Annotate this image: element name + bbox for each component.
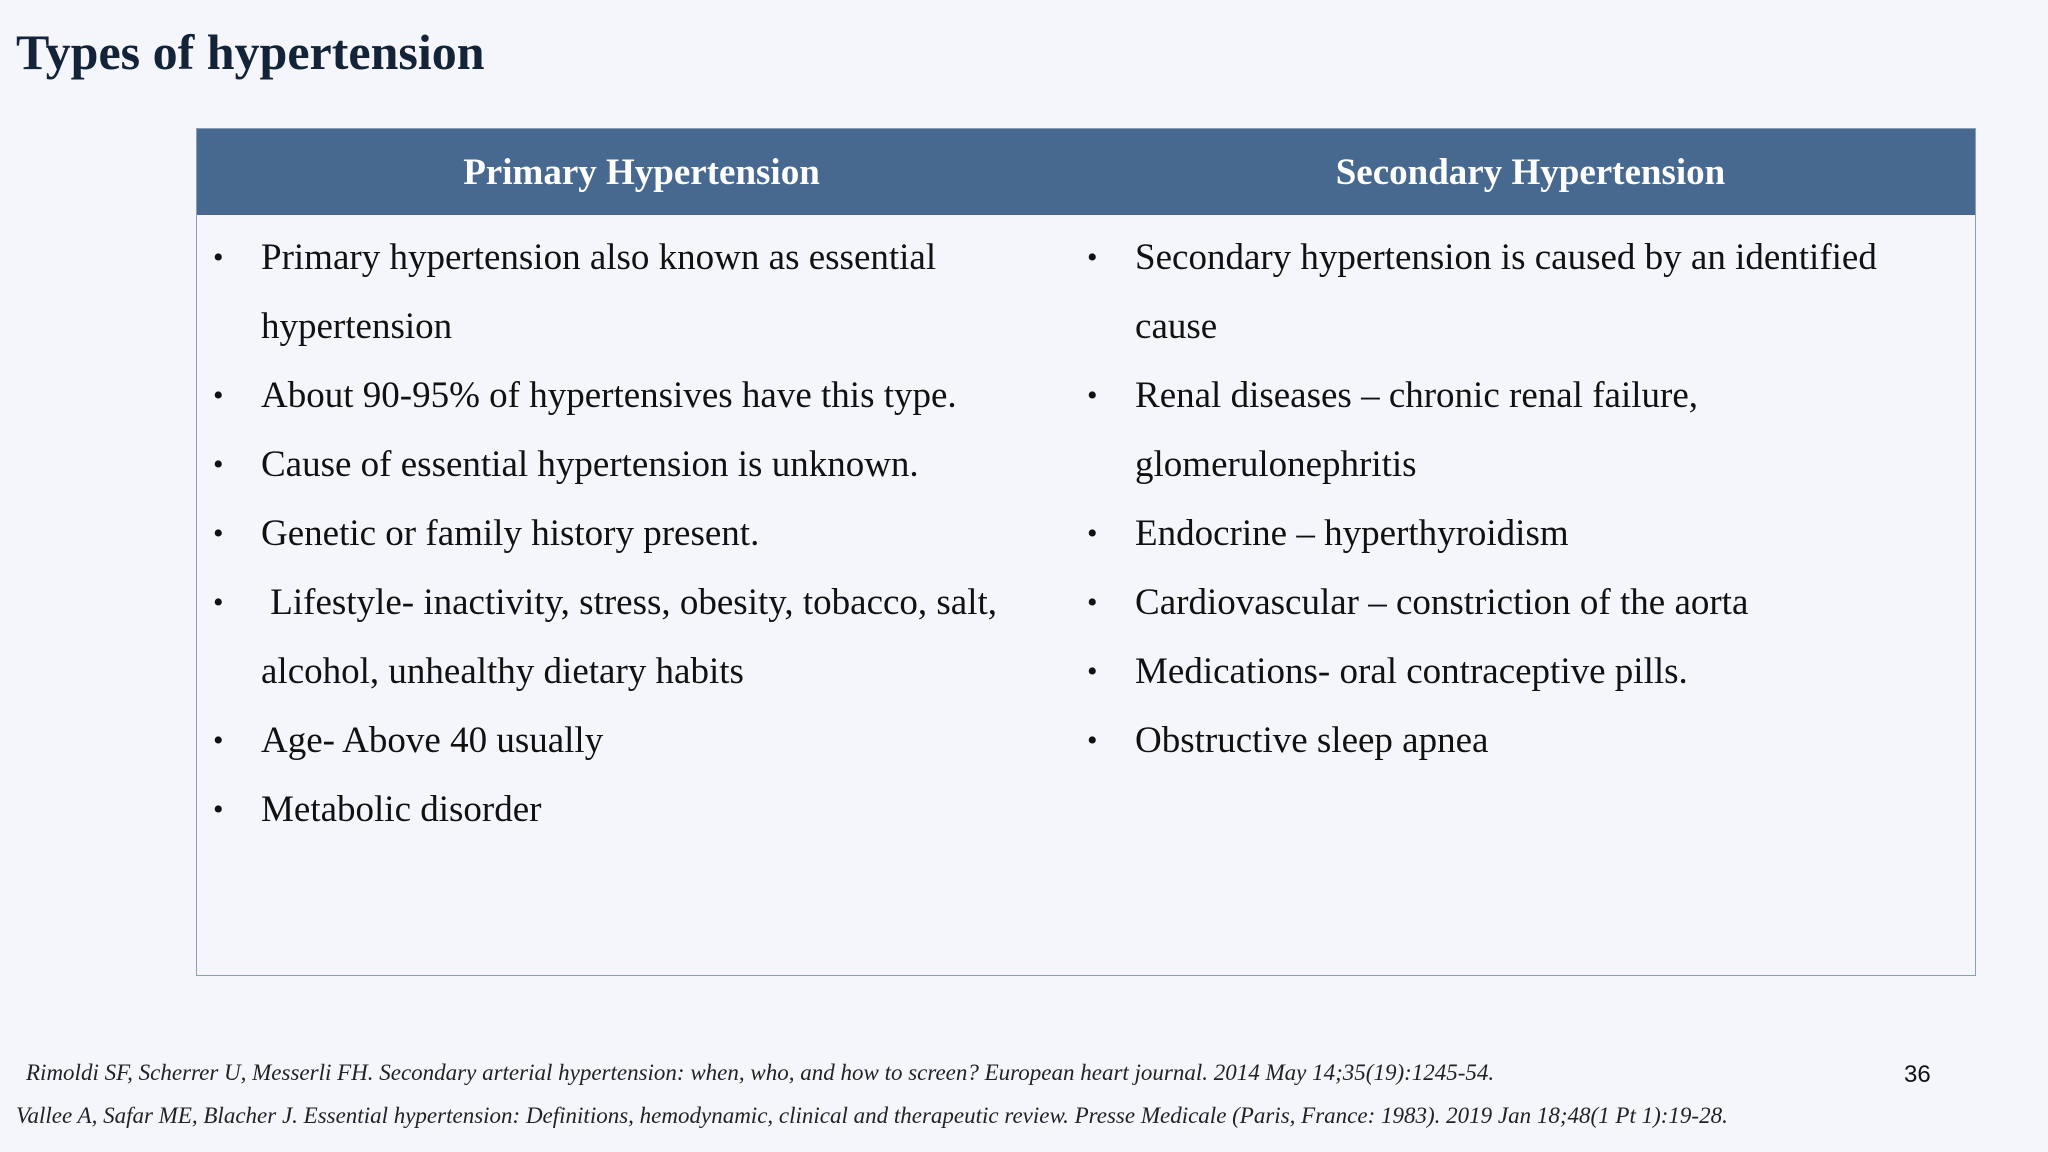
reference-citation: Vallee A, Safar ME, Blacher J. Essential hypertension: Definitions, hemodynamic, clinical and therapeutic review. Presse Medicale (Paris, France: 1983). 2019 Jan 18;48(1 Pt 1):19-28. bbox=[16, 1103, 1728, 1128]
primary-bullet-item bbox=[213, 499, 1086, 568]
bullet-text: Renal diseases – chronic renal failure, glomerulonephritis bbox=[1135, 375, 1699, 485]
bullet-text: Lifestyle- inactivity, stress, obesity, tobacco, salt, alcohol, unhealthy dietary habits bbox=[261, 582, 1007, 692]
hypertension-comparison-table bbox=[196, 128, 1976, 976]
primary-bullet-list bbox=[213, 223, 1086, 844]
table-body bbox=[197, 215, 1975, 844]
bullet-icon: • bbox=[213, 793, 224, 826]
bullet-icon: • bbox=[1087, 655, 1098, 688]
primary-bullet-item bbox=[213, 361, 1086, 430]
bullet-text: Age- Above 40 usually bbox=[261, 720, 604, 761]
bullet-text: Medications- oral contraceptive pills. bbox=[1135, 651, 1688, 692]
bullet-icon: • bbox=[1087, 724, 1098, 757]
secondary-bullet-item bbox=[1087, 361, 1975, 499]
secondary-bullet-item bbox=[1087, 706, 1975, 775]
secondary-bullet-list bbox=[1087, 223, 1975, 775]
bullet-text: About 90-95% of hypertensives have this type. bbox=[261, 375, 957, 416]
reference-citation: Rimoldi SF, Scherrer U, Messerli FH. Secondary arterial hypertension: when, who, and how to screen? European heart journal. 2014 May 14;35(19):1245-54. bbox=[26, 1060, 1495, 1085]
page-number: 36 bbox=[1904, 1061, 1931, 1088]
bullet-icon: • bbox=[1087, 379, 1098, 412]
secondary-bullet-item bbox=[1087, 499, 1975, 568]
bullet-text: Genetic or family history present. bbox=[261, 513, 760, 554]
bullet-icon: • bbox=[1087, 517, 1098, 550]
bullet-text: Cause of essential hypertension is unknown. bbox=[261, 444, 919, 485]
secondary-bullet-item bbox=[1087, 568, 1975, 637]
primary-column bbox=[197, 215, 1086, 844]
table-header bbox=[197, 129, 1975, 215]
secondary-bullet-item bbox=[1087, 223, 1975, 361]
bullet-text: Metabolic disorder bbox=[261, 789, 542, 830]
bullet-text: Obstructive sleep apnea bbox=[1135, 720, 1489, 761]
secondary-bullet-item bbox=[1087, 637, 1975, 706]
primary-hypertension-header: Primary Hypertension bbox=[463, 151, 820, 193]
bullet-text: Secondary hypertension is caused by an identified cause bbox=[1135, 237, 1877, 347]
bullet-text: Primary hypertension also known as essential hypertension bbox=[261, 237, 937, 347]
primary-bullet-item bbox=[213, 430, 1086, 499]
bullet-icon: • bbox=[213, 517, 224, 550]
primary-bullet-item bbox=[213, 775, 1086, 844]
bullet-icon: • bbox=[213, 448, 224, 481]
secondary-hypertension-header: Secondary Hypertension bbox=[1335, 151, 1726, 193]
slide-title: Types of hypertension bbox=[16, 24, 485, 80]
primary-bullet-item bbox=[213, 223, 1086, 361]
primary-bullet-item bbox=[213, 568, 1086, 706]
bullet-icon: • bbox=[213, 241, 224, 274]
bullet-icon: • bbox=[213, 724, 224, 757]
bullet-icon: • bbox=[213, 586, 224, 619]
primary-bullet-item bbox=[213, 706, 1086, 775]
bullet-icon: • bbox=[1087, 241, 1098, 274]
bullet-text: Endocrine – hyperthyroidism bbox=[1135, 513, 1569, 554]
bullet-text: Cardiovascular – constriction of the aorta bbox=[1135, 582, 1749, 623]
bullet-icon: • bbox=[1087, 586, 1098, 619]
bullet-icon: • bbox=[213, 379, 224, 412]
secondary-column bbox=[1086, 215, 1975, 844]
